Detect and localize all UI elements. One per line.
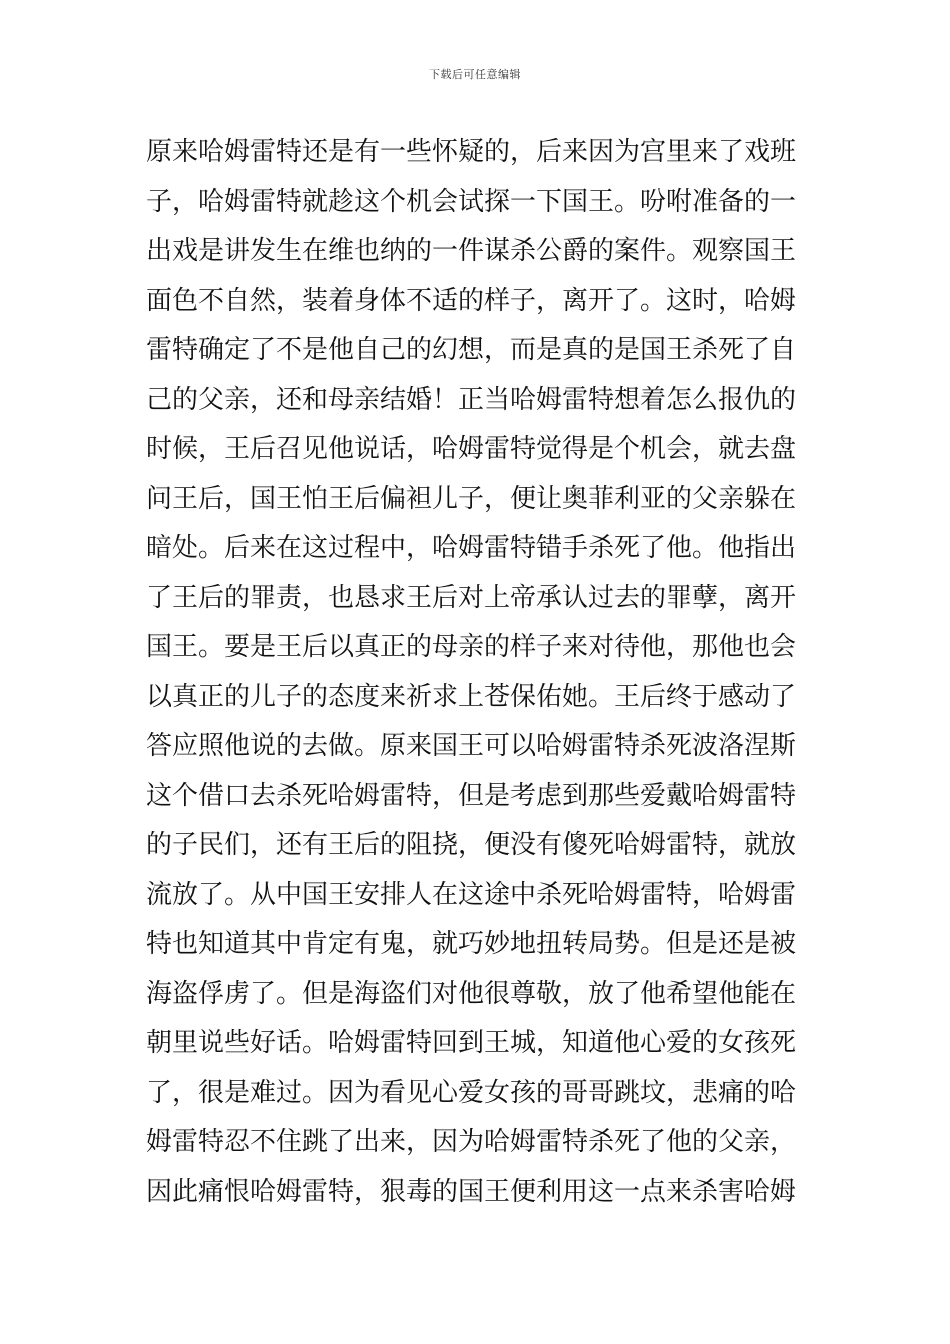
text-line: 特也知道其中肯定有鬼，就巧妙地扭转局势。但是还是被 [146, 929, 797, 959]
text-line: 国王。要是王后以真正的母亲的样子来对待他，那他也会 [146, 632, 797, 662]
text-line: 海盗俘虏了。但是海盗们对他很尊敬，放了他希望他能在 [146, 978, 797, 1009]
text-line: 己的父亲，还和母亲结婚！正当哈姆雷特想着怎么报仇的 [146, 384, 797, 415]
text-line: 因此痛恨哈姆雷特，狠毒的国王便利用这一点来杀害哈姆 [146, 1176, 797, 1207]
text-line: 子，哈姆雷特就趁这个机会试探一下国王。吩咐准备的一 [146, 186, 797, 217]
text-line: 雷特确定了不是他自己的幻想，而是真的是国王杀死了自 [146, 335, 797, 365]
document-body [146, 128, 811, 1217]
text-line: 了王后的罪责，也恳求王后对上帝承认过去的罪孽，离开 [146, 582, 797, 613]
text-line: 暗处。后来在这过程中，哈姆雷特错手杀死了他。他指出 [146, 533, 797, 563]
text-line: 姆雷特忍不住跳了出来，因为哈姆雷特杀死了他的父亲， [146, 1127, 797, 1157]
text-line: 流放了。从中国王安排人在这途中杀死哈姆雷特，哈姆雷 [146, 879, 797, 910]
text-line: 以真正的儿子的态度来祈求上苍保佑她。王后终于感动了 [146, 681, 797, 712]
text-line: 时候，王后召见他说话，哈姆雷特觉得是个机会，就去盘 [146, 434, 797, 464]
text-line: 的子民们，还有王后的阻挠，便没有傻死哈姆雷特，就放 [146, 830, 797, 860]
text-line: 答应照他说的去做。原来国王可以哈姆雷特杀死波洛涅斯 [146, 731, 797, 761]
text-line: 朝里说些好话。哈姆雷特回到王城，知道他心爱的女孩死 [146, 1028, 797, 1058]
text-line: 出戏是讲发生在维也纳的一件谋杀公爵的案件。观察国王 [146, 236, 797, 266]
page-header: 下载后可任意编辑 [429, 68, 521, 81]
text-line: 这个借口去杀死哈姆雷特，但是考虑到那些爱戴哈姆雷特 [146, 780, 797, 811]
text-line: 了，很是难过。因为看见心爱女孩的哥哥跳坟，悲痛的哈 [146, 1077, 797, 1108]
text-line: 面色不自然，装着身体不适的样子，离开了。这时，哈姆 [146, 285, 797, 316]
text-line: 问王后，国王怕王后偏袒儿子，便让奥菲利亚的父亲躲在 [146, 483, 797, 514]
text-line: 原来哈姆雷特还是有一些怀疑的，后来因为宫里来了戏班 [146, 137, 797, 167]
